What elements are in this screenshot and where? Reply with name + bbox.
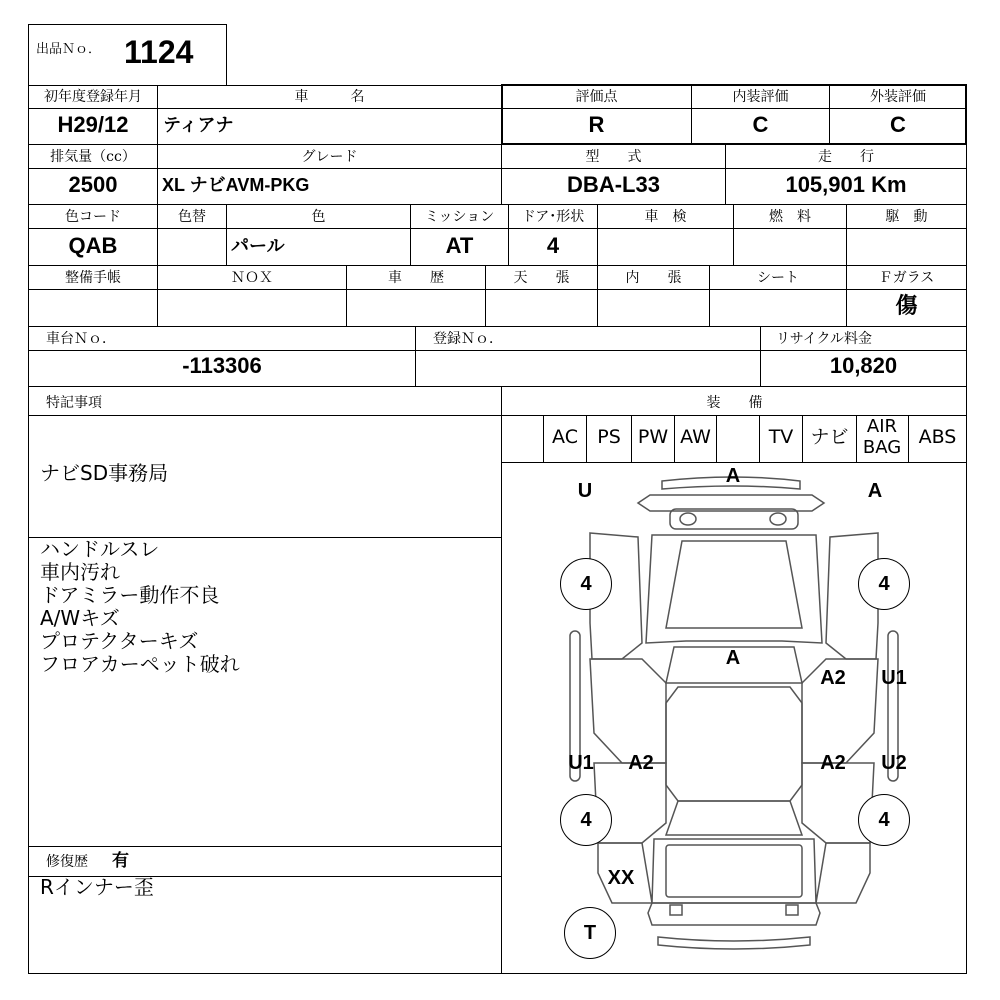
damage-mark-front-left-corner: U — [577, 480, 593, 502]
color-value: パール — [231, 236, 285, 256]
reg-value: H29/12 — [57, 112, 129, 137]
mileage-value: 105,901 Km — [785, 172, 907, 197]
disp-value: 2500 — [68, 172, 118, 197]
door-label: ドア･形状 — [521, 209, 585, 225]
rule — [28, 350, 967, 351]
notes-list-item: 車内汚れ — [40, 560, 120, 584]
service-label: 整備手帳 — [65, 270, 121, 286]
rule — [716, 415, 717, 462]
repair-value: 有 — [112, 851, 129, 871]
mileage-label: 走 行 — [818, 149, 874, 165]
tire-rear-right: 4 — [858, 794, 910, 846]
inspection-label: 車 検 — [644, 209, 687, 225]
interior-value: C — [752, 112, 769, 137]
notes-line-1: ナビSD事務局 — [40, 461, 169, 485]
rule — [415, 326, 416, 386]
code-value: QAB — [68, 233, 118, 258]
notes-label: 特記事項 — [46, 395, 102, 411]
mission-label: ミッション — [424, 209, 495, 225]
recycle-value: 10,820 — [829, 353, 898, 378]
spare-tire: T — [564, 907, 616, 959]
rule — [28, 204, 967, 205]
damage-mark-right-front-door: A2 — [820, 667, 846, 689]
rule — [28, 386, 967, 387]
name-value: ティアナ — [163, 115, 234, 135]
repair-detail: Rインナー歪 — [40, 875, 154, 899]
grade-value: XL ナビAVM-PKG — [162, 175, 310, 195]
chassis-label: 車台Ｎｏ． — [46, 331, 116, 347]
notes-list-item: プロテクターキズ — [40, 629, 199, 653]
rule — [28, 415, 967, 416]
disp-label: 排気量（cc） — [50, 149, 136, 165]
roof-label: 天 張 — [513, 270, 570, 286]
damage-mark-trunk: XX — [607, 867, 635, 889]
regno-label: 登録Ｎｏ． — [433, 331, 503, 347]
rule — [28, 265, 967, 266]
notes-list — [40, 538, 490, 676]
damage-mark-right-rear-sill: U2 — [881, 752, 907, 774]
glass-label: Ｆガラス — [878, 270, 935, 286]
equipment-airbag: AIR BAG — [862, 416, 902, 458]
damage-mark-right-front-sill: U1 — [881, 667, 907, 689]
exterior-value: C — [890, 112, 906, 137]
score-label: 評価点 — [575, 89, 618, 105]
repair-label: 修復歴 — [46, 854, 88, 870]
lot-label: 出品Ｎｏ． — [36, 42, 102, 57]
exterior-label: 外装評価 — [870, 89, 926, 105]
rule — [28, 326, 967, 327]
tire-front-right: 4 — [858, 558, 910, 610]
chassis-value: -113306 — [182, 353, 262, 378]
rule — [28, 168, 967, 169]
damage-mark-left-rear-pillar: U1 — [568, 752, 594, 774]
damage-mark-front-right-corner: A — [867, 480, 883, 502]
mission-value: AT — [445, 233, 474, 258]
glass-value: 傷 — [895, 294, 918, 319]
rule — [28, 289, 967, 290]
notes-list-item: ドアミラー動作不良 — [40, 583, 220, 607]
interior-label: 内装評価 — [732, 89, 789, 105]
notes-list-item: ハンドルスレ — [40, 537, 160, 561]
recycle-label: リサイクル料金 — [776, 331, 873, 347]
lining-label: 内 張 — [625, 270, 682, 286]
name-label: 車 名 — [294, 89, 365, 105]
equipment-pw: PW — [637, 426, 669, 448]
damage-mark-left-rear-door: A2 — [628, 752, 654, 774]
history-label: 車 歴 — [388, 270, 444, 286]
equipment-ps: PS — [597, 426, 621, 448]
repaint-label: 色替 — [178, 209, 206, 225]
model-value: DBA-L33 — [567, 172, 660, 197]
rule — [856, 415, 857, 462]
seat-label: シート — [757, 270, 799, 286]
equipment-ac: AC — [552, 426, 578, 448]
equipment-abs: ABS — [918, 426, 957, 448]
code-label: 色コード — [65, 209, 121, 225]
score-value: R — [588, 112, 605, 137]
rule — [28, 846, 501, 847]
nox-label: ＮＯＸ — [231, 270, 273, 286]
equipment-label: 装 備 — [706, 395, 763, 411]
notes-list-item: フロアカーペット破れ — [40, 652, 240, 676]
lot-number: 1124 — [124, 34, 194, 70]
drive-label: 駆 動 — [885, 209, 928, 225]
car-diagram — [502, 463, 966, 973]
damage-mark-front-bumper: A — [725, 465, 741, 487]
model-label: 型 式 — [585, 149, 642, 165]
door-value: 4 — [546, 233, 560, 258]
rule — [28, 228, 967, 229]
damage-mark-roof: A — [725, 647, 741, 669]
color-label: 色 — [311, 209, 326, 225]
tire-front-left: 4 — [560, 558, 612, 610]
damage-mark-right-rear-door: A2 — [820, 752, 846, 774]
reg-label: 初年度登録年月 — [44, 89, 142, 105]
fuel-label: 燃 料 — [769, 209, 811, 225]
notes-list-item: A/Wキズ — [40, 606, 120, 630]
grade-label: グレード — [301, 149, 358, 165]
tire-rear-left: 4 — [560, 794, 612, 846]
equipment-aw: AW — [680, 426, 711, 448]
equipment-navi: ナビ — [810, 426, 849, 448]
equipment-tv: TV — [768, 426, 794, 448]
